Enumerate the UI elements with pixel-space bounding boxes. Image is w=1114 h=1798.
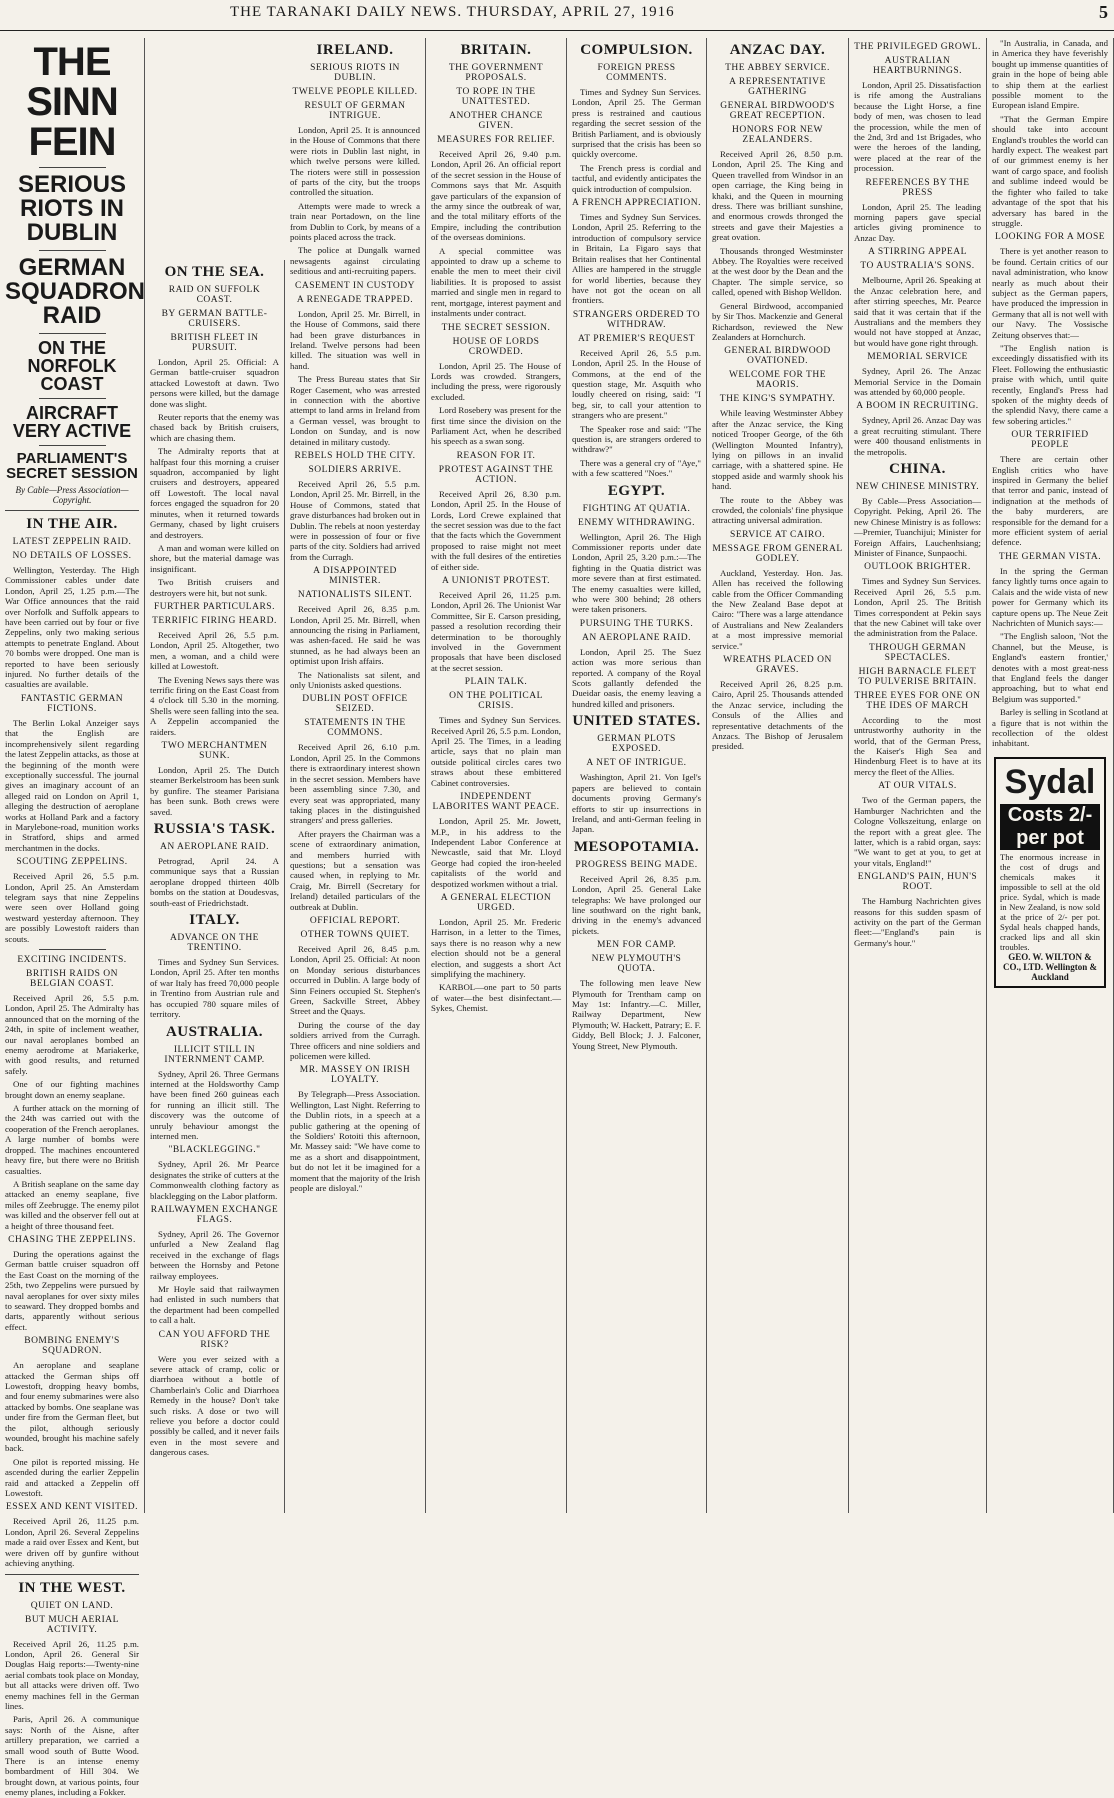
article-paragraph: A man and woman were killed on shore, but the material damage was insignificant.	[150, 542, 279, 574]
ire-sub: SERIOUS RIOTS IN DUBLIN.	[310, 63, 400, 83]
plain-sub: ON THE POLITICAL CRISIS.	[449, 691, 543, 712]
article-paragraph: Reuter reports that the enemy was chased back by British cruisers, which are chasing them.	[150, 412, 279, 443]
article-paragraph: "The English saloon, 'Not the Channel, but the Meuse, is England's eastern frontier,' denotes with a most great-ness that England feels the danger approaching, but to what end Belgium was supported."	[992, 631, 1108, 704]
refs-head: REFERENCES BY THE PRESS	[865, 177, 970, 198]
egypt-sub2: ENEMY WITHDRAWING.	[578, 517, 695, 528]
article-paragraph: London, April 25. Official: A German battle-cruiser squadron attacked Lowestoft at dawn. Two persons were killed, but the damage done was slight.	[150, 357, 279, 409]
brit-sub4: MEASURES FOR RELIEF.	[437, 135, 555, 145]
article-paragraph: Were you ever seized with a severe attack of cramp, colic or diarrhoea without a bottle of Chamberlain's Colic and Diarrhoea Remedy in the house? Don't take such risks. A dose or two will relieve you before a doctor could possibly be called, and it never fails even in the most severe and dangerous cases.	[150, 1353, 279, 1458]
headline-parliament: PARLIAMENT'S SECRET SESSION	[6, 450, 138, 482]
column-8	[987, 38, 1114, 1513]
article-paragraph: One pilot is reported missing. He ascended during the earlier Zeppelin raid and attacked a Zeppelin off Lowestoft.	[5, 1456, 139, 1499]
comp-sub: FOREIGN PRESS COMMENTS.	[597, 63, 676, 83]
article-paragraph: Received April 26, 5.5 p.m. London, April 25. The Admiralty has announced that on the morning of the 24th, in spite of inclement weather, our naval aeroplanes bombed an enemy aerodrome at Mariakerke, with good results, and returned safely.	[5, 993, 139, 1076]
aus-sub: ILLICIT STILL IN INTERNMENT CAMP.	[164, 1044, 265, 1065]
strange-head: STRANGERS ORDERED TO WITHDRAW.	[572, 309, 701, 330]
fancy-head: THE GERMAN VISTA.	[998, 551, 1102, 562]
post-sub: STATEMENTS IN THE COMMONS.	[304, 718, 406, 739]
sea-sub3: BRITISH FLEET IN PURSUIT.	[170, 333, 259, 353]
article-paragraph: Received April 26, 11.25 p.m. London, April 26. General Sir Douglas Haig reports:—Twenty-nine aerial combats took place on Monday, but all attacks were driven off. Two enemy machines fell in the German lines.	[5, 1638, 139, 1711]
article-paragraph: The Speaker rose and said: "The question is, are strangers ordered to withdraw?"	[572, 423, 701, 455]
us-sub: GERMAN PLOTS EXPOSED.	[597, 734, 676, 755]
article-paragraph: The French press is cordial and tactful, and evidently anticipates the quick introduction of compulsion.	[572, 162, 701, 194]
anzac-sub3: GENERAL BIRDWOOD'S GREAT RECEPTION.	[720, 101, 835, 121]
boom-head: A BOOM IN RECRUITING.	[856, 401, 979, 412]
article-paragraph: During the operations against the German battle cruiser squadron off the East Coast on the morning of the 25th, two Zeppelins were pursued by naval aeroplanes for over sixty miles to seaward. They dropped bombs and darts, apparently without serious effect.	[5, 1248, 139, 1332]
article-paragraph: The police at Dungalk warned newsagents against circulating seditious and anti-recruiting papers.	[290, 245, 420, 277]
ire-sub3: RESULT OF GERMAN INTRIGUE.	[304, 101, 406, 121]
vitals-head: AT OUR VITALS.	[878, 781, 957, 792]
bird-sub: WELCOME FOR THE MAORIS.	[728, 370, 827, 391]
column-1	[0, 38, 146, 1798]
spec-head: THROUGH GERMAN SPECTACLES.	[869, 642, 966, 663]
cairo-sub: MESSAGE FROM GENERAL GODLEY.	[712, 543, 843, 564]
spec-sub2: THREE EYES FOR ONE ON THE IDES OF MARCH	[854, 690, 981, 711]
article-paragraph: London, April 25. Dissatisfaction is rife among the Australians because the Light Horse, a fine body of men, was chosen to lead the procession, while the men of the 2nd, 3rd and 1st Brigades, who were the heroes of the landing, were placed at the rear of the procession.	[854, 80, 981, 174]
sea-head: ON THE SEA.	[164, 264, 265, 280]
elect-head: A GENERAL ELECTION URGED.	[440, 892, 552, 913]
west-sub2: BUT MUCH AERIAL ACTIVITY.	[25, 1614, 119, 1635]
karbol-notice: KARBOL—one part to 50 parts of water—the best disinfectant.—Sykes, Chemist.	[431, 982, 561, 1014]
article-paragraph: London, April 25. The Suez action was more serious than reported. A company of the Royal Scots gallantly defended the Dueidar oasis, the enemy leaving a hundred killed and prisoners.	[572, 646, 701, 709]
headline-aircraft: AIRCRAFT VERY ACTIVE	[12, 403, 132, 441]
cairo-head: SERVICE AT CAIRO.	[730, 529, 825, 540]
secret-sub: HOUSE OF LORDS CROWDED.	[452, 336, 540, 357]
mose-head: LOOKING FOR A MOSE	[994, 232, 1106, 243]
rebel-sub: SOLDIERS ARRIVE.	[308, 464, 402, 475]
off-head: OFFICIAL REPORT.	[309, 915, 401, 926]
sea-sub2: BY GERMAN BATTLE-CRUISERS.	[161, 309, 268, 329]
article-paragraph: Two British cruisers and destroyers were hit, but not sunk.	[150, 577, 279, 598]
further-sub: TERRIFIC FIRING HEARD.	[152, 615, 277, 626]
article-paragraph: While leaving Westminster Abbey after the Anzac service, the King noticed Trooper George, of the 6th (Wellington Mounted Infantry), lying on pillows in an invalid carriage, with a shattered spine. He stopped aside and warmly shook his hand.	[712, 408, 843, 492]
meso-sub: PROGRESS BEING MADE.	[575, 859, 698, 870]
egypt-sub: FIGHTING AT QUATIA.	[582, 503, 691, 514]
article-paragraph: Received April 26, 8.45 p.m. London, April 25. Official: At noon on Monday serious disturbances occurred in Dublin. A large body of Sinn Feiners occupied St. Stephen's Green, Sackville Street, Abbey Street and the Quays.	[290, 943, 420, 1017]
article-paragraph: According to the most untrustworthy authority in the world, that of the German Press, the Kaiser's High Sea and Hindenburg Fleet is to have at its mercy the fleet of the Allies.	[854, 714, 981, 777]
article-paragraph: Times and Sydney Sun Services. London, April 25. The German press is restrained and cautious regarding the secret session of the British Parliament, and is obviously surprised that the crisis has been so quickly overcome.	[572, 87, 701, 160]
growl-head: THE PRIVILEGED GROWL.	[854, 42, 981, 52]
case-sub: A RENEGADE TRAPPED.	[296, 294, 414, 305]
excite-sub: BRITISH RAIDS ON BELGIAN COAST.	[26, 969, 118, 989]
article-paragraph: Paris, April 26. A communique says: North of the Aisne, after artillery preparation, we carried a small wood south of Butte Wood. There is an intense enemy bombardment of Hill 304. We brought down, at various points, four enemy planes, including a Fokker.	[5, 1714, 139, 1798]
turk-sub: AN AEROPLANE RAID.	[581, 632, 691, 643]
article-paragraph: Times and Sydney Sun Services. Received April 26, 5.5 p.m. London, April 25. The British Times correspondent at Pekin says that the new Cabinet will take over the administration from the Palace.	[854, 576, 981, 639]
masthead	[0, 0, 1114, 31]
secret-head: THE SECRET SESSION.	[441, 322, 551, 333]
column-7	[849, 38, 987, 1513]
article-paragraph: Received April 26, 8.25 p.m. Cairo, April 25. Thousands attended the Anzac service, including the Consuls of the Allies and representative detachments of the Anzacs. The Bishop of Jerusalem presided.	[712, 679, 843, 752]
article-paragraph: Barley is selling in Scotland at a figure that is not within the recollection of the oldest inhabitant.	[992, 707, 1108, 749]
italy-sub: ADVANCE ON THE TRENTINO.	[170, 933, 259, 954]
further-head: FURTHER PARTICULARS.	[154, 601, 275, 612]
article-paragraph: Petrograd, April 24. A communique says that a Russian aeroplane dropped thirteen 40lb bombs on the station at Doudesvas, south-east of Friedrichstadt.	[150, 856, 279, 908]
bomb-head: BOMBING ENEMY'S SQUADRON.	[24, 1336, 120, 1357]
meso-head: MESOPOTAMIA.	[573, 838, 700, 855]
article-paragraph: Received April 26, 8.35 p.m. London, April 25. Mr. Birrell, when announcing the rising in Parliament, was ashen-faced. He said he was stunned, as he had always been an optimist upon Irish affairs.	[290, 604, 420, 667]
italy-head: ITALY.	[189, 912, 240, 929]
article-paragraph: London, April 25. The House of Lords was crowded. Strangers, including the press, were rigorously excluded.	[431, 360, 561, 402]
article-paragraph: Sydney, April 26. The Anzac Memorial Service in the Domain was attended by 60,000 people.	[854, 366, 981, 397]
off-sub: OTHER TOWNS QUIET.	[300, 929, 410, 940]
article-paragraph: The Evening News says there was terrific firing on the East Coast from 4 o'clock till 5.30 in the morning. Shells were seen falling into the sea. A Zeppelin accompanied the raiders.	[150, 674, 279, 737]
ad-product-name: Sydal	[1004, 762, 1096, 801]
massey-head: MR. MASSEY ON IRISH LOYALTY.	[299, 1065, 411, 1086]
turk-head: PURSUING THE TURKS.	[579, 618, 694, 629]
column-5	[567, 38, 707, 1513]
article-paragraph: Received April 26, 5.5 p.m. London, April 25. In the House of Commons, at the end of the question stage, Mr. Asquith who loudly cheered on rising, said: "I beg, sir, to call your attention to strangers who are present."	[572, 347, 701, 421]
comp-head: COMPULSION.	[580, 42, 693, 58]
article-paragraph: The Admiralty reports that at halfpast four this morning a cruiser squadron, accompanied by light cruisers and destroyers, appeared off Lowestoft. The local naval forces engaged the squadron for 20 minutes, when it returned towards Germany, chased by light cruisers and destroyers.	[150, 446, 279, 540]
air-sub: LATEST ZEPPELIN RAID.	[12, 537, 132, 547]
bird-sub2: THE KING'S SYMPATHY.	[719, 394, 836, 405]
china-head: CHINA.	[889, 460, 946, 477]
essex-head: ESSEX AND KENT VISITED.	[5, 1502, 138, 1513]
camp-head: MEN FOR CAMP.	[596, 940, 677, 951]
post-head: DUBLIN POST OFFICE SEIZED.	[302, 694, 408, 715]
article-paragraph: Wellington, Yesterday. The High Commissioner cables under date London, April 25, 1.25 p.m.—The War Office announces that the raid over Norfolk and Suffolk appears to have been carried out by four or five Zeppelins, only two making serious attempts to penetrate England. About 70 bombs were dropped. One man is reported to have been seriously injured. No further details of the casualties are available.	[5, 565, 139, 690]
russia-sub: AN AEROPLANE RAID.	[159, 842, 269, 853]
bird-head: GENERAL BIRDWOOD OVATIONED.	[724, 346, 831, 367]
article-paragraph: Received April 26, 11.25 p.m. London, April 26. Several Zeppelins made a raid over Essex and Kent, but were driven off by gunfire without achieving anything.	[5, 1516, 139, 1569]
article-paragraph: The Hamburg Nachrichten gives reasons for this sudden spasm of activity on the part of the German fleet:—"England's pain is Germany's hour."	[854, 896, 981, 948]
article-paragraph: A further attack on the morning of the 24th was carried out with the cooperation of the French aeroplanes. A large number of bombs were dropped. The machines encountered heavy fire, but there were no British casualties.	[5, 1103, 139, 1176]
afford-head: CAN YOU AFFORD THE RISK?	[158, 1329, 271, 1350]
article-paragraph: Melbourne, April 26. Speaking at the Anzac celebration here, and after stirring speeches, Mr. Pearce said that it was certain that if the Australians and the members they would not have stopped at Anzac, but would have gone right through.	[854, 275, 981, 348]
page-number: 5	[1099, 2, 1108, 22]
us-sub2: A NET OF INTRIGUE.	[586, 758, 687, 769]
article-paragraph: Sydney, April 26. Anzac Day was a great recruiting stimulant. There were 400 thousand enlistments in the metropolis.	[854, 415, 981, 457]
article-paragraph: Times and Sydney Sun Services. London, April 25. Referring to the introduction of compulsory service in Britain, La Figaro says that Britain realises that her Continental Allies are hampered in the struggle for world liberties, because they have not got the ocean on all frontiers.	[572, 212, 701, 306]
anzac-sub4: HONORS FOR NEW ZEALANDERS.	[732, 125, 823, 145]
article-paragraph: London, April 25. Mr. Jowett, M.P., in his address to the Independent Labor Conference at Newcastle, said that Mr. Lloyd George had copied the iron-heeled capitalists of the world and despotized workmen without a trial.	[431, 816, 561, 889]
anzac-sub: THE ABBEY SERVICE.	[725, 63, 830, 73]
article-paragraph: Sydney, April 26. Mr Pearce designates the strike of cutters at the Commonwealth clothing factory as blacklegging on the Labor platform.	[150, 1159, 279, 1201]
rail-head: RAILWAYMEN EXCHANGE FLAGS.	[150, 1204, 279, 1225]
article-paragraph: An aeroplane and seaplane attacked the German ships off Lowestoft, dropping heavy bombs, and four enemy submarines were also attacked by bombs. One seaplane was under fire from the German fleet, but the pilot, although seriously wounded, brought his machine safely back.	[5, 1360, 139, 1454]
anzac-sub2: A REPRESENTATIVE GATHERING	[729, 77, 826, 97]
article-paragraph: Received April 26, 11.25 p.m. London, April 26. The Unionist War Committee, Sir E. Carson presiding, passed a resolution recording their determination to be thoroughly involved in the Government proposals that have been disclosed at the secret session.	[431, 590, 561, 673]
article-paragraph: By Cable—Press Association—Copyright. Peking, April 26. The new Chinese Ministry is as follows:—Premier, Tuanchijui; Minister for Foreign Affairs, Lauchenhsiang; Minister of Finance, Sunpaochi.	[854, 495, 981, 558]
article-paragraph: Received April 26, 8.30 p.m. London, April 25. In the House of Lords, Lord Crewe explained that the secret session was due to the fact that the facts which the Government proposed to raise might not meet with the full desires of the entireties of either side.	[431, 488, 561, 572]
article-paragraph: A special committee was appointed to draw up a scheme to enable the men to meet their civil liabilities. It is proposed to assist married and single men in regard to rent, mortgage, interest payment and instalments under contract.	[431, 245, 561, 319]
french-head: A FRENCH APPRECIATION.	[572, 198, 701, 209]
appeal-head: A STIRRING APPEAL	[868, 247, 967, 258]
article-paragraph: A British seaplane on the same day attacked an enemy seaplane, five miles off Zeebrugge. The enemy pilot was killed and the observer fell out at a height of three thousand feet.	[5, 1178, 139, 1231]
sydal-advertisement	[994, 757, 1106, 988]
article-paragraph: The route to the Abbey was crowded, the colonials' fine physique attracting universal admiration.	[712, 494, 843, 526]
black-head: "BLACKLEGGING."	[168, 1145, 261, 1156]
russia-head: RUSSIA'S TASK.	[153, 821, 276, 838]
scout-head: SCOUTING ZEPPELINS.	[16, 857, 128, 868]
article-paragraph: Mr Hoyle said that railwaymen had enlisted in such numbers that the department had been compelled to call a halt.	[150, 1284, 279, 1326]
brit-sub3: ANOTHER CHANCE GIVEN.	[449, 111, 543, 131]
article-paragraph: Received April 26, 8.50 p.m. London, April 25. The King and Queen travelled from Windsor in an open carriage, the King being in khaki, and the Queen in mourning dress. There was brilliant sunshine, and enormous crowds thronged the streets and gave their Majesties a great ovation.	[712, 149, 843, 243]
article-paragraph: Thousands thronged Westminster Abbey. The Royalties were received at the west door by the Dean and the Chapter. The simple service, so called, opened with Bishop Welldon.	[712, 245, 843, 298]
article-paragraph: Received April 26, 9.40 p.m. London, April 26. An official report of the secret session in the House of Commons says that Mr. Asquith gave particulars of the expansion of the army since the outbreak of war, and the total military efforts of the Empire, including the contribution of the overseas dominions.	[431, 149, 561, 243]
growl-sub: AUSTRALIAN HEARTBURNINGS.	[872, 56, 963, 76]
ire-sub2: TWELVE PEOPLE KILLED.	[292, 87, 418, 97]
article-paragraph: Lord Rosebery was present for the first time since the division on the Parliament Act, when he described his speech as a swan song.	[431, 405, 561, 447]
article-paragraph: London, April 25. Mr. Frederic Harrison, in a letter to the Times, says there is no reason why a new election should not be a general election, and suggests a short Act simplifying the machinery.	[431, 916, 561, 979]
headline-norfolk: ON THE NORFOLK COAST	[27, 338, 117, 394]
ad-text: The enormous increase in the cost of drugs and chemicals makes it impossible to sell at the old price. Sydal, which is made in New Zealand, is now sold at the price of 2/- per pot. Sydal heals chapped hands, cracked lips and all skin troubles.	[1000, 851, 1100, 952]
article-paragraph: The following men leave New Plymouth for Trentham camp on May 1st: Infantry.—C. Miller, Railway Department, New Plymouth; W. Hackett, Patrary; E. F. Giddy, Bell Block; J. J. Falconer, Young Street, New Plymouth.	[572, 978, 701, 1051]
union-head: A UNIONIST PROTEST.	[441, 576, 551, 586]
sea-sub: RAID ON SUFFOLK COAST.	[168, 285, 261, 305]
camp-sub: NEW PLYMOUTH'S QUOTA.	[591, 954, 682, 975]
labour-head: INDEPENDENT LABORITES WANT PEACE.	[432, 792, 560, 813]
egypt-head: EGYPT.	[607, 482, 666, 499]
us-head: UNITED STATES.	[572, 713, 701, 730]
ire-head: IRELAND.	[316, 42, 394, 58]
article-paragraph: Attempts were made to wreck a train near Portadown, on the line from Dublin to Cork, by means of a points placed across the track.	[290, 200, 420, 243]
spec-sub: HIGH BARNACLE FLEET TO PULVERISE BRITAIN.	[858, 666, 977, 687]
west-sub: QUIET ON LAND.	[30, 1600, 114, 1611]
brit-head: BRITAIN.	[460, 42, 532, 58]
headline-squadron: GERMAN SQUADRON RAID	[5, 254, 146, 329]
article-paragraph: By Telegraph—Press Association. Wellington, Last Night. Referring to the Dublin riots, in a speech at a public gathering at the opening of the Soldiers' Rotoiti this afternoon, Mr. Massey said: "We have come to me as a short and disappointment, but do not let it be imagined for a moment that the majority of the Irish people are disloyal."	[290, 1089, 420, 1194]
headline-riots: SERIOUS RIOTS IN DUBLIN	[17, 171, 127, 246]
air-sub2: NO DETAILS OF LOSSES.	[12, 551, 132, 561]
excite-head: EXCITING INCIDENTS.	[17, 955, 127, 965]
rebel-head: REBELS HOLD THE CITY.	[294, 450, 416, 461]
headline-sinn-fein: THE SINN FEIN	[26, 40, 118, 164]
article-paragraph: Sydney, April 26. The Governor unfurled a New Zealand flag received in the exchange of flags between the Hornsby and Petone railway employees.	[150, 1228, 279, 1281]
article-paragraph: There is yet another reason to be found. Certain critics of our naval administration, who know nearly as much about their subject as the German papers, have produced the impression in Germany that all is not well with our Navy. The Vossische Zeitung observes that:—	[992, 246, 1108, 340]
article-paragraph: London, April 25. The Dutch steamer Berkelstroom has been sunk by gunfire. The steamer Parisiana has been sunk. Both crews were saved.	[150, 765, 279, 817]
masthead-title: THE TARANAKI DAILY NEWS. THURSDAY, APRIL 27, 1916	[230, 4, 675, 20]
anzac-head: ANZAC DAY.	[729, 42, 826, 58]
article-paragraph: London, April 25. It is announced in the House of Commons that there were riots in Dublin last night, in which twelve persons were killed. The rioters were still in possession of parts of the city, but the troops controlled the situation.	[290, 125, 420, 198]
china-sub: NEW CHINESE MINISTRY.	[855, 481, 980, 492]
article-paragraph: Washington, April 21. Von Igel's papers are believed to contain documents proving Germany's efforts to stir up insurrections in Ireland, and anti-German feeling in Japan.	[572, 772, 701, 835]
article-paragraph: The Press Bureau states that Sir Roger Casement, who was arrested in connection with the abortive attempt to land arms in Ireland from a German vessel, was brought to London on Sunday, and is now detained in military custody.	[290, 374, 420, 447]
article-paragraph: London, April 25. The leading morning papers gave special articles giving prominence to Anzac Day.	[854, 201, 981, 243]
reason-head: REASON FOR IT.	[456, 450, 536, 461]
fiction-head: FANTASTIC GERMAN FICTIONS.	[20, 693, 124, 714]
wreath-head: WREATHS PLACED ON GRAVES.	[723, 655, 832, 676]
ad-firm: GEO. W. WILTON & CO., LTD. Wellington & Auckland	[1002, 951, 1098, 982]
article-paragraph: During the course of the day soldiers arrived from the Curragh. Three officers and nine soldiers and policemen were killed.	[290, 1019, 420, 1062]
article-paragraph: There was a general cry of "Aye," with a few scattered "Noes."	[572, 457, 701, 479]
column-4	[426, 38, 567, 1513]
article-paragraph: Received April 26, 5.5 p.m. London, April 25. Altogether, two men, a woman, and a child were killed at Lowestoft.	[150, 629, 279, 672]
dis-head: A DISAPPOINTED MINISTER.	[313, 566, 397, 587]
column-3	[285, 38, 426, 1513]
column-6	[707, 38, 849, 1513]
reason-sub: PROTEST AGAINST THE ACTION.	[438, 464, 554, 485]
article-paragraph: Times and Sydney Sun Services. Received April 26, 5.5 p.m. London, April 25. The Times, in a leading article, says that no plain man outside political circles cares two straws about these embittered Cabinet controversies.	[431, 715, 561, 788]
outlook-head: OUTLOOK BRIGHTER.	[864, 562, 971, 573]
aus-head: AUSTRALIA.	[165, 1023, 264, 1040]
article-paragraph: General Birdwood, accompanied by Sir Thos. Mackenzie and General Richardson, reviewed the New Zealanders at Hornchurch.	[712, 300, 843, 342]
article-paragraph: Received April 26, 5.5 p.m. London, April 25. Mr. Birrell, in the House of Commons, stated that grave disturbances had broken out in Dublin. The rebels at noon yesterday were in possession of four or five parts of the city. Soldiers had arrived from the Curragh.	[290, 478, 420, 562]
west-head: IN THE WEST.	[18, 1579, 126, 1596]
terr-head: OUR TERRIFIED PEOPLE	[1011, 430, 1089, 451]
credit-line: By Cable—Press Association—Copyright.	[15, 485, 129, 505]
air-head: IN THE AIR.	[26, 516, 118, 532]
article-paragraph: London, April 25. Mr. Birrell, in the House of Commons, said there had been grave disturbances in Ireland. Twelve persons had been killed. The situation was well in hand.	[290, 308, 420, 371]
article-paragraph: The Nationalists sat silent, and only Unionists asked questions.	[290, 669, 420, 691]
article-paragraph: Times and Sydney Sun Services. London, April 25. After ten months of war Italy has freed 70,000 people in Trentino from Austrian rule and has occupied 780 square miles of territory.	[150, 957, 279, 1020]
article-paragraph: Received April 26, 6.10 p.m. London, April 25. In the Commons there is extraordinary interest shown in the secret session. Members have been assembling since 7.30, and every seat was appropriated, many taking places in the distinguished strangers' and press galleries.	[290, 742, 420, 826]
article-paragraph: "The English nation is exceedingly dissatisfied with its Fleet. Following the enthusiastic praise with which, until quite recently, England's Press had spoken of the mighty deeds of the splendid Navy, there came a few sobering articles."	[992, 342, 1108, 426]
chase-head: CHASING THE ZEPPELINS.	[8, 1234, 136, 1245]
appeal-sub: TO AUSTRALIA'S SONS.	[860, 261, 975, 272]
article-paragraph: The Berlin Lokal Anzeiger says that the English are incomprehensively silent regarding the latest Zeppelin attacks, as those at the beginning of the month were exceptionally successful. The journal gives an imaginary account of an alleged raid on London on April 1, alleging the destruction of aeroplane works at Holland Park and a factory in Marylebone-road, munition works in Stratford, ships and armed merchantmen in the docks.	[5, 717, 139, 853]
column-2	[145, 260, 285, 1513]
article-paragraph: Auckland, Yesterday. Hon. Jas. Allen has received the following cable from the Officer Commanding the New Zealand Base depot at Cairo: "There was a large attendance of Australians and New Zealanders at a most impressive memorial service."	[712, 567, 843, 651]
plain-head: PLAIN TALK.	[464, 677, 528, 688]
article-paragraph: One of our fighting machines brought down an enemy seaplane.	[5, 1079, 139, 1100]
article-paragraph: In the spring the German fancy lightly turns once again to Calais and the wide vista of new power for Germany which its capture opens up. The Neue Zeit Nachrichten of Munich says:—	[992, 565, 1108, 628]
dis-sub: NATIONALISTS SILENT.	[297, 590, 413, 601]
ad-price: Costs 2/- per pot	[1000, 804, 1100, 850]
article-paragraph: "In Australia, in Canada, and in America they have feverishly bought up immense quantities of grain in the hope of being able to ship them at the earliest possible moment to the European island Empire.	[992, 38, 1108, 111]
article-paragraph: Two of the German papers, the Hamburger Nachrichten and the Cologne Volkszeitung, enlarge on the report with a great glee. The latter, which is a rabid organ, says: "We want to get at you, to get at your vitals, England!"	[854, 795, 981, 868]
article-paragraph: Received April 26, 8.35 p.m. London, April 25. General Lake telegraphs: We have prolonged our line southward on the right bank, driving in the enemy's advanced pickets.	[572, 873, 701, 936]
brit-sub2: TO ROPE IN THE UNATTESTED.	[456, 87, 536, 107]
mem-head: MEMORIAL SERVICE	[867, 352, 968, 363]
article-paragraph: Sydney, April 26. Three Germans interned at the Holdsworthy Camp have been fined 260 guineas each for running an illicit still. The discovery was the outcome of unruly behaviour amongst the interned men.	[150, 1068, 279, 1141]
article-paragraph: Wellington, April 26. The High Commissioner reports under date London, April 25, 3.20 p.m.:—The fighting in the Quatia district was more severe than at first estimated. The enemy casualties were killed, who were 300 behind; 28 others were taken prisoners.	[572, 531, 701, 615]
article-paragraph: There are certain other English critics who have inspired in Germany the belief that terror and panic, instead of indignation at the methods of the baby murderers, are responsible for the demand for a more efficient system of aerial defence.	[992, 454, 1108, 548]
case-head: CASEMENT IN CUSTODY	[295, 280, 415, 291]
strange-sub: AT PREMIER'S REQUEST	[577, 333, 696, 344]
article-paragraph: Received April 26, 5.5 p.m. London, April 25. An Amsterdam telegram says that nine Zeppelins were seen over Holland going westward yesterday afternoon. They are possibly Lowestoft raiders than scouts.	[5, 871, 139, 944]
brit-sub: THE GOVERNMENT PROPOSALS.	[448, 63, 544, 83]
article-paragraph: After prayers the Chairman was a scene of extraordinary animation, and members hurried with questions; but a sensation was caused when, in replying to Mr. Craig, Mr. Birrell (Secretary for Ireland) detailed particulars of the outbreak at Dublin.	[290, 828, 420, 912]
pain-head: ENGLAND'S PAIN, HUN'S ROOT.	[857, 872, 978, 893]
article-paragraph: "That the German Empire should take into account England's troubles the world can hardly expect. The weakest part of our grimmest enemy is her want of cargo space, and foolish and sublime indeed would be the fighter who failed to take advantage of the spot that his adversary has bared in the struggle.	[992, 113, 1108, 228]
merch-head: TWO MERCHANTMEN SUNK.	[161, 741, 268, 761]
